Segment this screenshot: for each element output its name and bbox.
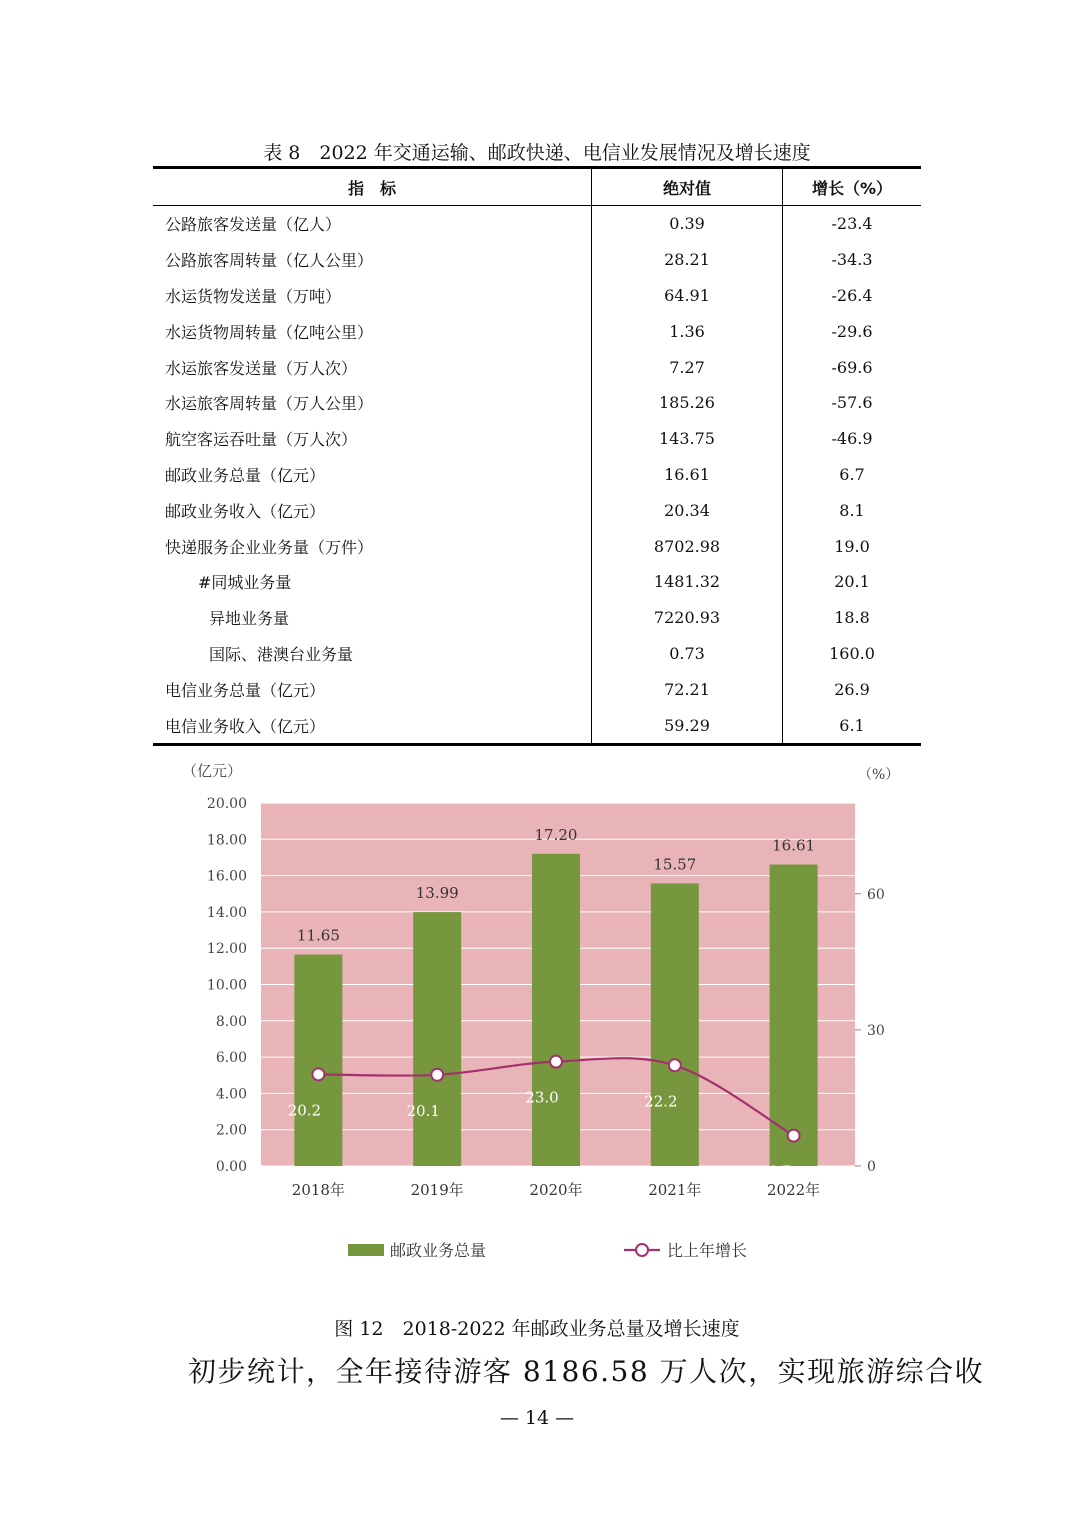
row-indicator: 电信业务收入（亿元）: [153, 707, 592, 744]
legend-bar-swatch: [348, 1244, 384, 1256]
row-value: 0.73: [592, 636, 783, 672]
left-tick-label: 18.00: [206, 832, 247, 849]
left-tick-label: 10.00: [206, 977, 247, 994]
legend-line-label: 比上年增长: [667, 1241, 748, 1260]
bar: [651, 883, 699, 1166]
row-indicator: 水运货物发送量（万吨）: [153, 278, 592, 314]
left-axis-label: （亿元）: [182, 762, 243, 780]
category-label: 2022年: [767, 1181, 821, 1199]
row-growth: 6.7: [839, 464, 865, 484]
row-value: 59.29: [592, 707, 783, 744]
row-value: 0.39: [592, 206, 783, 242]
row-growth: 6.1: [783, 707, 922, 744]
bar-value-label: 17.20: [534, 825, 578, 844]
row-value: 143.75: [592, 421, 783, 457]
left-tick-label: 8.00: [215, 1013, 247, 1030]
row-indicator: 异地业务量: [153, 600, 592, 636]
postal-chart: [150, 752, 910, 1287]
right-tick-label: 60: [867, 886, 885, 903]
row-growth: -34.3: [831, 250, 873, 270]
growth-marker: [312, 1068, 324, 1080]
growth-value-label: 6.7: [767, 1162, 792, 1181]
header-growth: 增长（%）: [783, 168, 922, 206]
left-tick-label: 20.00: [206, 796, 247, 812]
row-value: 7220.93: [592, 600, 783, 636]
bar: [770, 865, 818, 1166]
row-indicator: 快递服务企业业务量（万件）: [153, 528, 592, 564]
bar-value-label: 16.61: [772, 836, 816, 855]
row-value: 1.36: [592, 313, 783, 349]
row-indicator: 公路旅客周转量（亿人公里）: [153, 242, 592, 278]
row-value: 64.91: [592, 278, 783, 314]
category-label: 2018年: [291, 1181, 345, 1199]
growth-value-label: 20.2: [287, 1101, 322, 1120]
row-indicator: 国际、港澳台业务量: [153, 636, 592, 672]
row-value: 72.21: [592, 671, 783, 707]
growth-marker: [669, 1059, 681, 1071]
header-indicator: 指 标: [153, 168, 592, 206]
left-tick-label: 12.00: [206, 941, 247, 958]
row-growth: 19.0: [834, 536, 870, 556]
body-text: 初步统计，全年接待游客 8186.58 万人次，实现旅游综合收: [188, 1355, 985, 1388]
table-header-row: [153, 168, 921, 206]
bar-value-label: 11.65: [296, 926, 340, 945]
page-number: — 14 —: [499, 1407, 575, 1429]
growth-value-label: 22.2: [644, 1092, 678, 1111]
right-tick-label: 30: [867, 1022, 885, 1039]
table-row: [153, 385, 921, 421]
table-row: [153, 707, 921, 744]
table-row: [153, 421, 921, 457]
row-indicator: 电信业务总量（亿元）: [153, 671, 592, 707]
left-tick-label: 2.00: [215, 1122, 247, 1139]
table-row: [153, 564, 921, 600]
table-row: [153, 492, 921, 528]
table-row: [153, 671, 921, 707]
row-value: 8702.98: [592, 528, 783, 564]
row-indicator: 水运旅客周转量（万人公里）: [153, 385, 592, 421]
bar-value-label: 15.57: [653, 855, 697, 874]
row-value: 20.34: [592, 492, 783, 528]
bar: [413, 912, 461, 1166]
statistics-table: [153, 166, 921, 746]
legend-line-marker: [636, 1244, 648, 1256]
row-indicator: 水运旅客发送量（万人次）: [153, 349, 592, 385]
right-tick-label: 0: [867, 1159, 876, 1175]
row-growth: -69.6: [831, 357, 873, 377]
figure-caption: 图 12 2018-2022 年邮政业务总量及增长速度: [334, 1318, 740, 1340]
row-value: 16.61: [592, 457, 783, 493]
row-indicator: 邮政业务收入（亿元）: [153, 492, 592, 528]
table-title: 表 8 2022 年交通运输、邮政快递、电信业发展情况及增长速度: [263, 142, 811, 164]
table-row: [153, 457, 921, 493]
growth-marker: [788, 1130, 800, 1142]
row-value: 7.27: [592, 349, 783, 385]
row-growth: 160.0: [829, 643, 875, 663]
row-indicator: #同城业务量: [153, 564, 592, 600]
bar: [294, 955, 342, 1166]
row-value: 1481.32: [592, 564, 783, 600]
row-growth: -46.9: [831, 429, 873, 449]
table-row: [153, 600, 921, 636]
left-tick-label: 0.00: [215, 1159, 247, 1175]
legend-bar-label: 邮政业务总量: [390, 1241, 487, 1260]
category-label: 2021年: [648, 1181, 702, 1199]
row-growth: 20.1: [834, 572, 870, 592]
bar-value-label: 13.99: [415, 884, 459, 903]
table-row: [153, 349, 921, 385]
row-growth: -23.4: [831, 214, 873, 234]
row-growth: -29.6: [831, 321, 873, 341]
growth-marker: [550, 1056, 562, 1068]
row-indicator: 航空客运吞吐量（万人次）: [153, 421, 592, 457]
row-growth: 18.8: [834, 608, 870, 628]
row-growth: 8.1: [839, 500, 865, 520]
row-growth: -26.4: [831, 285, 873, 305]
header-absolute-value: 绝对值: [592, 168, 783, 206]
table-row: [153, 242, 921, 278]
row-growth: -57.6: [831, 393, 873, 413]
left-tick-label: 4.00: [215, 1086, 247, 1103]
left-tick-label: 14.00: [206, 904, 247, 921]
growth-marker: [431, 1069, 443, 1081]
growth-value-label: 20.1: [406, 1101, 440, 1120]
row-indicator: 水运货物周转量（亿吨公里）: [153, 313, 592, 349]
row-indicator: 邮政业务总量（亿元）: [153, 457, 592, 493]
left-tick-label: 16.00: [206, 868, 247, 885]
table-row: [153, 528, 921, 564]
category-label: 2020年: [529, 1181, 583, 1199]
chart-legend: [348, 1241, 747, 1260]
row-indicator: 公路旅客发送量（亿人）: [153, 206, 592, 242]
table-row: [153, 206, 921, 242]
bar: [532, 854, 580, 1166]
growth-value-label: 23.0: [525, 1088, 559, 1107]
row-value: 28.21: [592, 242, 783, 278]
table-row: [153, 313, 921, 349]
row-growth: 26.9: [834, 679, 870, 699]
row-value: 185.26: [592, 385, 783, 421]
table-row: [153, 636, 921, 672]
table-row: [153, 278, 921, 314]
category-label: 2019年: [410, 1181, 464, 1199]
left-tick-label: 6.00: [215, 1050, 247, 1067]
right-axis-label: （%）: [858, 767, 900, 783]
